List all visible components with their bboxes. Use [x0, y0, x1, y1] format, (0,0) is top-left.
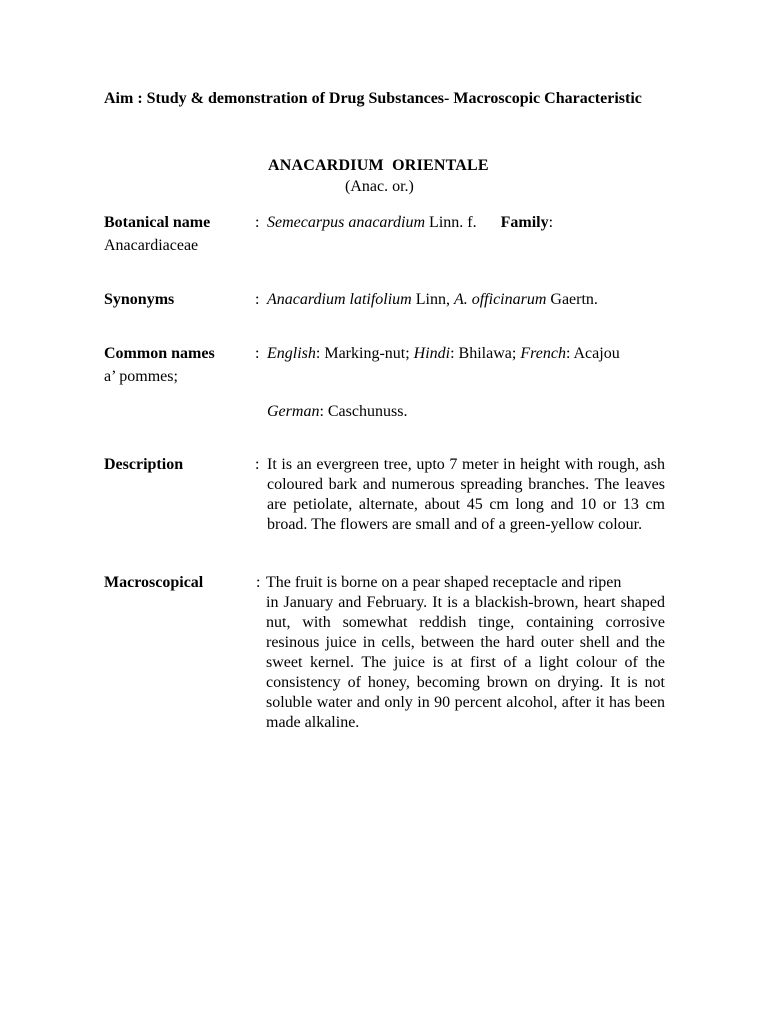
- common-names-label: Common names: [104, 345, 215, 362]
- french-value: : Acajou: [565, 345, 620, 362]
- common-names-colon: :: [255, 345, 260, 362]
- common-names-continuation: a’ pommes;: [104, 368, 178, 385]
- botanical-name-colon: :: [255, 214, 260, 231]
- english-label: English: [267, 345, 316, 362]
- drug-title: ANACARDIUM ORIENTALE: [268, 157, 489, 174]
- family-value: Anacardiaceae: [104, 237, 199, 254]
- synonym-2: A. officinarum: [453, 291, 547, 308]
- description-colon: :: [255, 456, 260, 473]
- macroscopical-first-line: The fruit is borne on a pear shaped receptacle and ripen: [266, 574, 622, 591]
- family-label: Family: [500, 214, 549, 231]
- synonyms-colon: :: [255, 291, 260, 308]
- macroscopical-text: in January and February. It is a blackish-brown, heart shaped nut, with somewhat reddish tinge, containing corrosive resinous juice in cells, between the hard outer shell and the sweet kernel. The juice is at first of a light colour of the consistency of honey, becoming brown on drying. It is not soluble water and only in 90 percent alcohol, after it has been made alkaline.: [266, 594, 665, 731]
- german-name: [267, 402, 665, 422]
- macroscopical-colon: :: [256, 574, 261, 591]
- german-value: : Caschunuss.: [319, 403, 408, 420]
- german-label: German: [267, 403, 320, 420]
- synonyms-label: Synonyms: [104, 291, 175, 308]
- botanical-authority: Linn. f.: [425, 214, 477, 231]
- botanical-species: Semecarpus anacardium: [267, 214, 426, 231]
- macroscopical-label: Macroscopical: [104, 574, 204, 591]
- english-value: : Marking-nut;: [315, 345, 414, 362]
- synonym-2-authority: Gaertn.: [546, 291, 598, 308]
- hindi-label: Hindi: [413, 345, 451, 362]
- family-colon: :: [548, 214, 554, 231]
- french-label: French: [520, 345, 566, 362]
- hindi-value: : Bhilawa;: [450, 345, 521, 362]
- synonym-1: Anacardium latifolium: [267, 291, 412, 308]
- description-text: It is an evergreen tree, upto 7 meter in height with rough, ash coloured bark and numerous spreading branches. The leaves are petiolate, alternate, about 45 cm long and 10 or 13 cm broad. The flowers are small and of a green-yellow colour.: [267, 456, 665, 533]
- botanical-name-label: Botanical name: [104, 214, 211, 231]
- synonym-1-authority: Linn,: [411, 291, 454, 308]
- synonyms-value: [267, 290, 665, 310]
- drug-abbreviation: (Anac. or.): [345, 178, 414, 195]
- aim-heading: Aim : Study & demonstration of Drug Substances- Macroscopic Characteristic: [104, 90, 642, 107]
- botanical-name-value: [267, 213, 665, 233]
- description-label: Description: [104, 456, 184, 473]
- common-names-value: [267, 344, 665, 364]
